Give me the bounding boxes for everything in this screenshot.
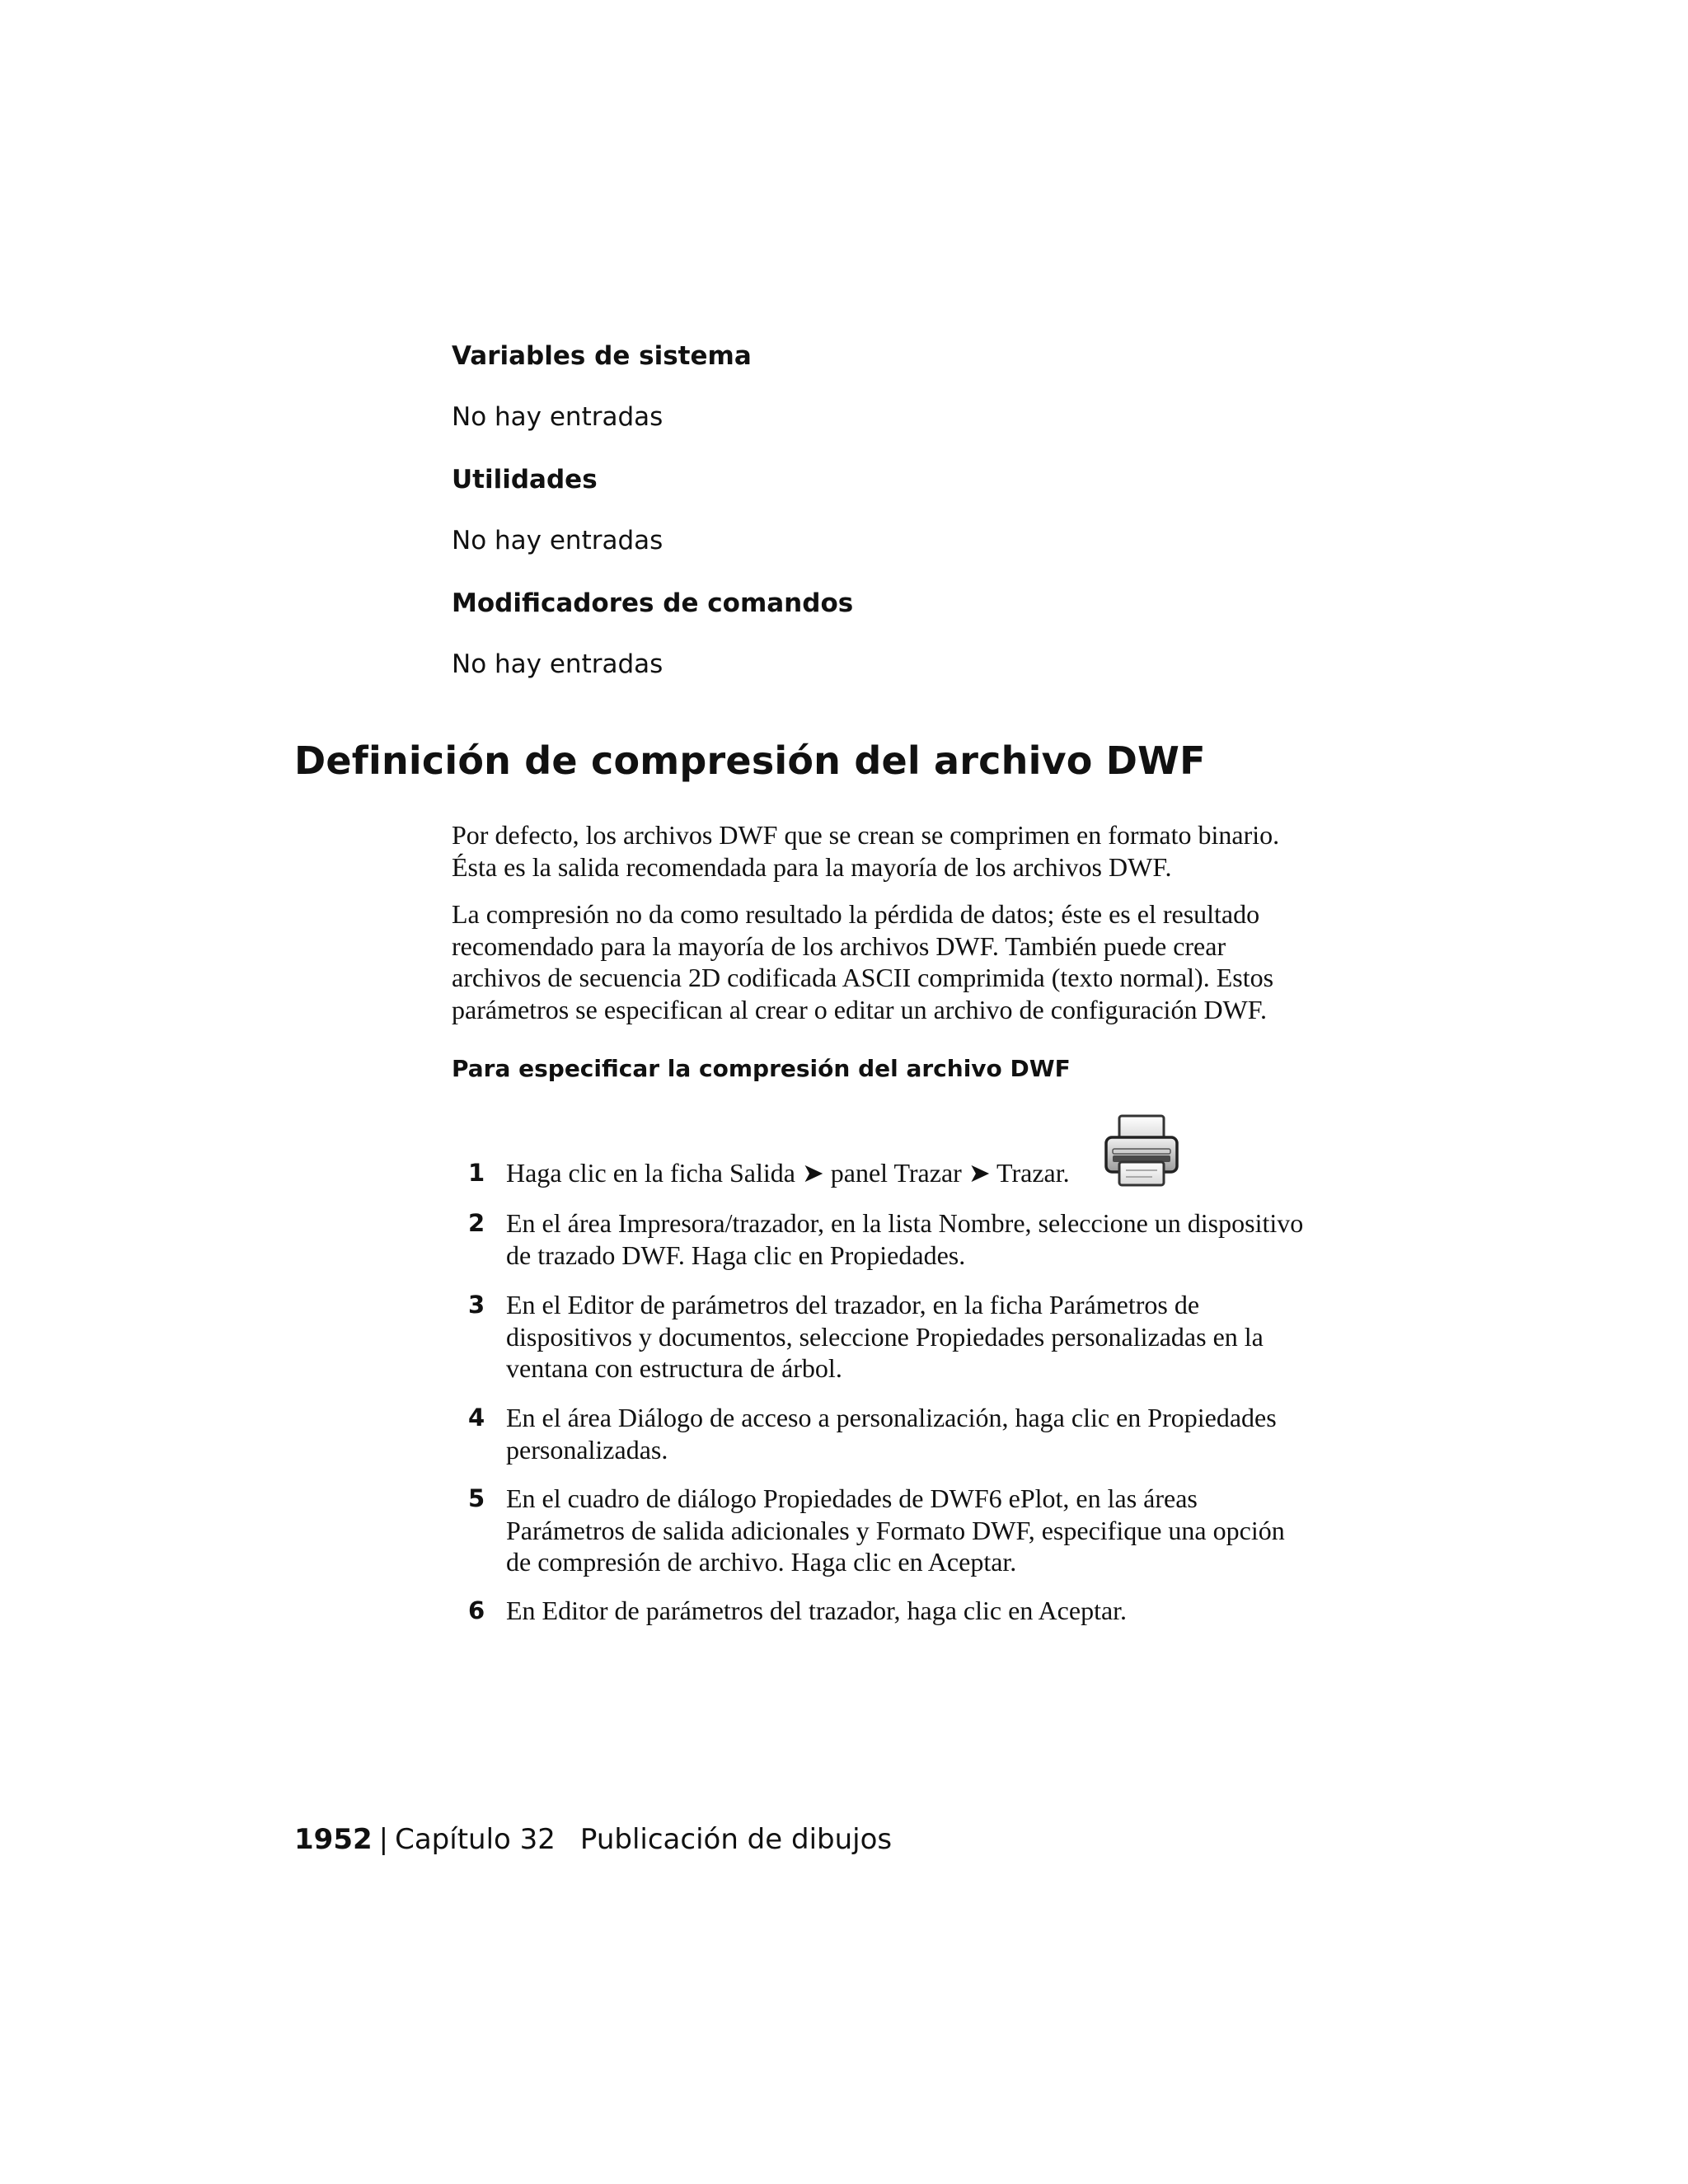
paragraph-line: archivos de secuencia 2D codificada ASCII comprimida (texto normal). Estos — [452, 963, 1274, 992]
paragraph-line: La compresión no da como resultado la pérdida de datos; éste es el resultado — [452, 899, 1260, 929]
chapter-label: Capítulo 32 — [395, 1823, 556, 1856]
step-line: En el cuadro de diálogo Propiedades de DWF6 ePlot, en las áreas — [506, 1483, 1198, 1513]
chapter-title: Publicación de dibujos — [579, 1823, 893, 1856]
section-text-modificadores: No hay entradas — [452, 649, 663, 679]
section-text-utilidades: No hay entradas — [452, 526, 663, 555]
intro-line: Ésta es la salida recomendada para la mayoría de los archivos DWF. — [452, 851, 1172, 882]
step-number: 3 — [468, 1291, 485, 1319]
main-heading: Definición de compresión del archivo DWF — [294, 738, 1206, 783]
section-text-variables: No hay entradas — [452, 402, 663, 432]
step-line: En el área Impresora/trazador, en la lista Nombre, seleccione un dispositivo — [506, 1208, 1304, 1238]
step-number: 1 — [468, 1159, 485, 1187]
step-text — [506, 1289, 1363, 1385]
page-footer — [294, 1823, 892, 1856]
step-text — [506, 1207, 1363, 1271]
step-line: Haga clic en la ficha Salida ➤ panel Trazar ➤ Trazar. — [506, 1158, 1070, 1188]
step-text — [506, 1483, 1363, 1578]
step-text — [506, 1595, 1363, 1627]
intro-paragraph — [452, 819, 1342, 883]
step-line: ventana con estructura de árbol. — [506, 1353, 842, 1383]
step-text — [506, 1402, 1363, 1465]
footer-separator: | — [378, 1823, 389, 1856]
step-text — [506, 1157, 1363, 1189]
intro-line: Por defecto, los archivos DWF que se crean se comprimen en formato binario. — [452, 820, 1280, 850]
paragraph-line: recomendado para la mayoría de los archivos DWF. También puede crear — [452, 930, 1226, 961]
section-heading-utilidades: Utilidades — [452, 465, 598, 494]
step-number: 6 — [468, 1596, 485, 1624]
compression-paragraph — [452, 898, 1342, 1025]
step-line: de compresión de archivo. Haga clic en Aceptar. — [506, 1547, 1017, 1577]
step-number: 4 — [468, 1404, 485, 1432]
step-line: En el área Diálogo de acceso a personalización, haga clic en Propiedades — [506, 1403, 1277, 1432]
section-heading-variables: Variables de sistema — [452, 341, 752, 371]
step-line: de trazado DWF. Haga clic en Propiedades. — [506, 1240, 966, 1270]
procedure-title: Para especificar la compresión del archivo DWF — [452, 1055, 1071, 1082]
step-line: Parámetros de salida adicionales y Formato DWF, especifique una opción — [506, 1515, 1285, 1545]
section-heading-modificadores: Modificadores de comandos — [452, 588, 854, 618]
step-line: En el Editor de parámetros del trazador, en la ficha Parámetros de — [506, 1290, 1200, 1319]
step-line: personalizadas. — [506, 1434, 668, 1465]
step-number: 5 — [468, 1484, 485, 1512]
step-number: 2 — [468, 1209, 485, 1237]
paragraph-line: parámetros se especifican al crear o editar un archivo de configuración DWF. — [452, 994, 1267, 1024]
step-line: dispositivos y documentos, seleccione Propiedades personalizadas en la — [506, 1321, 1264, 1352]
step-line: En Editor de parámetros del trazador, haga clic en Aceptar. — [506, 1596, 1128, 1625]
page-number: 1952 — [294, 1823, 373, 1856]
